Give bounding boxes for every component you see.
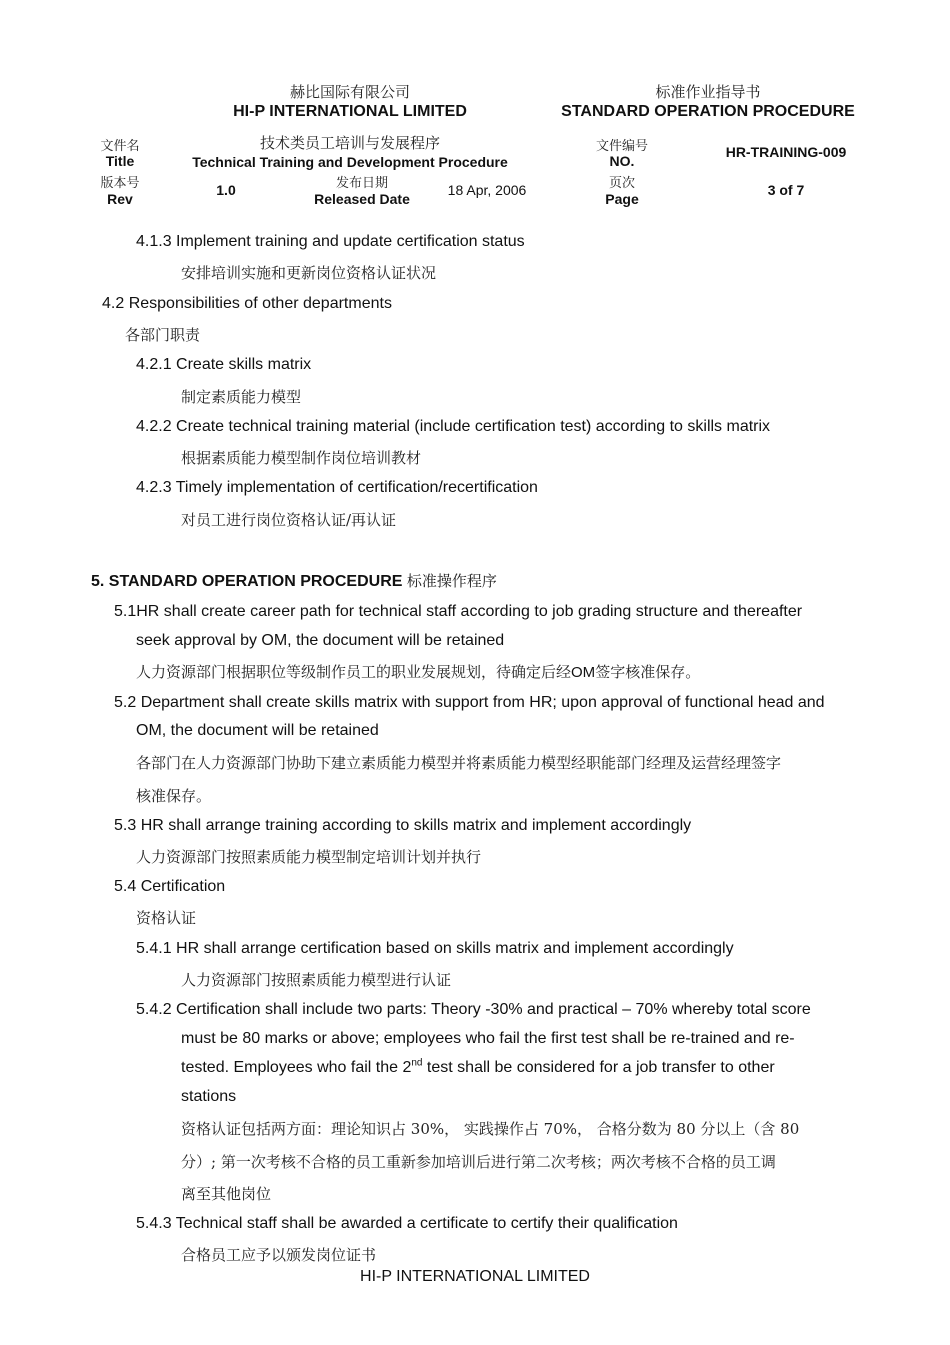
company-name-en: HI-P INTERNATIONAL LIMITED (233, 103, 467, 120)
section-5-4-cn: 资格认证 (136, 909, 197, 927)
section-5-1-cn (136, 661, 700, 682)
section-5-1-cn-part1: 人力资源部门根据职位等级制作员工的职业发展规划，待确定后经 (136, 663, 572, 681)
section-5-heading-en: 5. STANDARD OPERATION PROCEDURE (91, 573, 403, 590)
page-label-en: Page (605, 191, 639, 207)
rev-label-en: Rev (107, 191, 133, 207)
doc-title-en: Technical Training and Development Procedure (192, 154, 508, 170)
section-4-2-1-en: 4.2.1 Create skills matrix (136, 356, 312, 373)
page-number: 3 of 7 (767, 182, 805, 198)
section-5-4-3-en: 5.4.3 Technical staff shall be awarded a certificate to certify their qualification (136, 1215, 678, 1232)
section-4-2-3-cn: 对员工进行岗位资格认证/再认证 (181, 511, 397, 529)
company-name-cn: 赫比国际有限公司 (289, 83, 410, 101)
section-5-2-en-line1: 5.2 Department shall create skills matrix with support from HR; upon approval of functional head and (114, 694, 825, 711)
section-5-2-en-line2: OM, the document will be retained (136, 722, 379, 739)
section-4-2-2-en: 4.2.2 Create technical training material (include certification test) according to skills matrix (136, 418, 771, 435)
section-4-2-2-cn: 根据素质能力模型制作岗位培训教材 (181, 449, 422, 467)
doc-number: HR-TRAINING-009 (725, 144, 847, 160)
date-label-cn: 发布日期 (335, 176, 388, 191)
doc-title-cn: 技术类员工培训与发展程序 (259, 134, 440, 152)
section-4-2-en: 4.2 Responsibilities of other departments (102, 295, 392, 312)
section-5-4-1-cn: 人力资源部门按照素质能力模型进行认证 (181, 971, 452, 989)
section-4-2-cn: 各部门职责 (125, 326, 201, 344)
doc-type-cn: 标准作业指导书 (655, 83, 761, 101)
superscript-nd: nd (411, 1057, 423, 1069)
section-4-2-3-en: 4.2.3 Timely implementation of certification/recertification (136, 479, 538, 496)
section-5-4-2-cn-line2: 分）; 第一次考核不合格的员工重新参加培训后进行第二次考核；两次考核不合格的员工调 (181, 1153, 776, 1171)
doc-type-en: STANDARD OPERATION PROCEDURE (561, 103, 855, 120)
section-5-4-2-en-line2: must be 80 marks or above; employees who fail the first test shall be re-trained and re- (181, 1030, 795, 1047)
section-5-1-en-line2: seek approval by OM, the document will be retained (136, 632, 505, 649)
title-label-en: Title (105, 153, 135, 169)
section-5-4-en: 5.4 Certification (114, 878, 226, 895)
title-label-cn: 文件名 (100, 139, 140, 154)
section-5-4-2-en-line3-part1: tested. Employees who fail the 2 (181, 1059, 412, 1076)
doc-no-label-en: NO. (609, 153, 635, 169)
section-5-2-cn-line1: 各部门在人力资源部门协助下建立素质能力模型并将素质能力模型经职能部门经理及运营经理签字 (136, 754, 782, 772)
section-4-1-3-en: 4.1.3 Implement training and update certification status (136, 233, 525, 250)
rev-value: 1.0 (216, 182, 236, 198)
section-5-4-2-en-line1: 5.4.2 Certification shall include two parts: Theory -30% and practical – 70% whereby total score (136, 1001, 811, 1018)
doc-no-label-cn: 文件编号 (595, 139, 648, 154)
section-5-4-2-en-line3-part2: test shall be considered for a job transfer to other (422, 1059, 775, 1076)
section-5-3-en: 5.3 HR shall arrange training according to skills matrix and implement accordingly (114, 817, 692, 834)
section-5-4-2-cn-line3: 离至其他岗位 (181, 1185, 272, 1203)
section-4-1-3-cn: 安排培训实施和更新岗位资格认证状况 (181, 264, 437, 282)
section-5-4-3-cn: 合格员工应予以颁发岗位证书 (181, 1246, 377, 1264)
section-5-heading (91, 570, 497, 591)
section-5-4-2-en-line4: stations (181, 1088, 237, 1105)
footer-company: HI-P INTERNATIONAL LIMITED (360, 1268, 590, 1285)
section-5-2-cn-line2: 核准保存。 (136, 787, 212, 805)
date-label-en: Released Date (314, 191, 410, 207)
section-4-2-1-cn: 制定素质能力模型 (181, 388, 302, 406)
section-5-1-en-line1: 5.1HR shall create career path for technical staff according to job grading structure and thereafter (114, 603, 803, 620)
page-label-cn: 页次 (608, 176, 635, 191)
section-5-1-cn-om: OM (571, 664, 596, 681)
rev-label-cn: 版本号 (100, 176, 140, 191)
section-5-4-2-cn-line1: 资格认证包括两方面：理论知识占 30%， 实践操作占 70%， 合格分数为 80 分以上（含 80 (181, 1120, 800, 1138)
section-5-1-cn-part2: 签字核准保存。 (595, 663, 701, 681)
section-5-3-cn: 人力资源部门按照素质能力模型制定培训计划并执行 (136, 848, 482, 866)
section-5-4-2-en-line3 (181, 1059, 775, 1077)
release-date: 18 Apr, 2006 (447, 182, 527, 198)
section-5-heading-cn: 标准操作程序 (406, 572, 497, 590)
section-5-4-1-en: 5.4.1 HR shall arrange certification based on skills matrix and implement accordingly (136, 940, 734, 957)
